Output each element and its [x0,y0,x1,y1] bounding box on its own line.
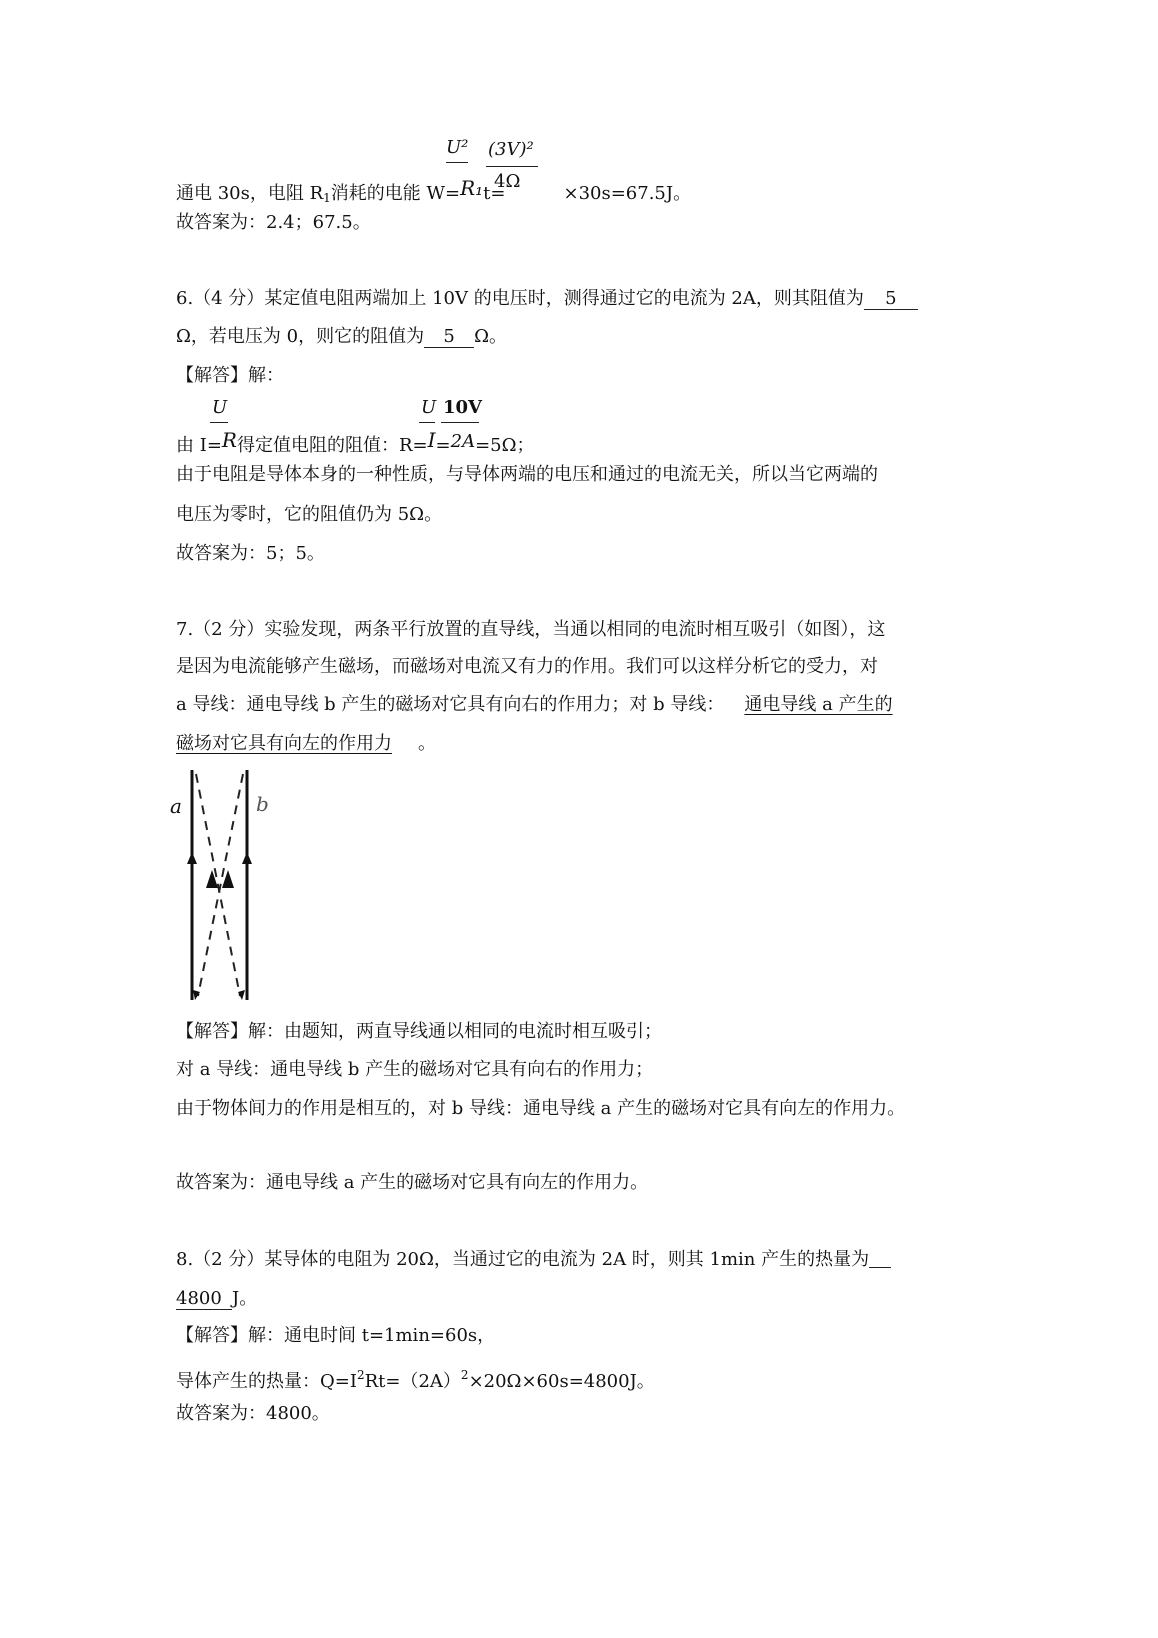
q7-solution-line1: 【解答】解：由题知，两直导线通以相同的电流时相互吸引； [176,1021,662,1042]
q7-stem-line3 [176,693,893,717]
q6-line1-text-b: 得定值电阻的阻值：R= [236,435,428,456]
q6-frac-i-denominator: I [427,428,436,452]
q6-frac-r-denominator: R [221,428,237,452]
parallel-wires-figure [160,760,280,1010]
answer-7: 故答案为：通电导线 a 产生的磁场对它具有向左的作用力。 [176,1172,649,1193]
energy-text-t: t= [483,183,506,204]
q8-solution-line2 [176,1363,655,1394]
q7-stem-line1: 7.（2 分）实验发现，两条平行放置的直导线，当通以相同的电流时相互吸引（如图），这 [176,619,886,640]
q6-line1-text-d: =5Ω； [475,435,535,456]
q6-solution-heading: 【解答】解： [176,365,284,386]
answer-8: 故答案为：4800。 [176,1403,330,1424]
fraction-bar [441,422,479,423]
q6-frac-10v-numerator: 10V [443,397,483,418]
fraction-4ohm-denominator: 4Ω [494,171,521,192]
q8-solution-line1: 【解答】解：通电时间 t=1min=60s， [176,1325,496,1346]
q6-frac-2a-denominator: 2A [450,431,476,452]
fraction-bar [486,166,538,167]
q6-frac-u-numerator: U [212,397,228,418]
q8-stem-line1 [176,1248,891,1272]
q6-stem-text-c: Ω。 [474,326,508,347]
q7-stem-line2: 是因为电流能够产生磁场，而磁场对电流又有力的作用。我们可以这样分析它的受力，对 [176,656,878,677]
fraction-bar [419,422,435,423]
q7-answer-blank-part2: 磁场对它具有向左的作用力 [176,733,392,754]
q7-answer-blank-part1: 通电导线 a 产生的 [744,694,893,715]
fraction-r1-denominator: R₁ [460,176,484,200]
q6-stem-text-b: Ω，若电压为 0，则它的阻值为 [176,326,425,347]
q6-answer-blank-2: 5 [424,327,474,348]
q8-sol2-text-c: ×20Ω×60s=4800J。 [468,1371,655,1392]
q6-solution-line2: 由于电阻是导体本身的一种性质，与导体两端的电压和通过的电流无关，所以当它两端的 [176,464,878,485]
wire-b-current-arrow-icon [242,852,252,864]
energy-text-mid: 消耗的电能 W= [330,183,461,204]
energy-subscript: 1 [323,191,331,205]
q7-stem-line4 [176,732,436,756]
wire-a-current-arrow-icon [187,852,197,864]
field-line-1 [196,774,240,996]
fraction-3v2-numerator: (3V)² [488,139,534,160]
q7-stem-text: a 导线：通电导线 b 产生的磁场对它具有向右的作用力；对 b 导线： [176,694,725,715]
q8-sol2-superscript-2: 2 [460,1368,469,1382]
field-line-2 [198,774,243,996]
fraction-u2-numerator: U² [446,137,469,158]
q6-stem-line1 [176,287,918,311]
q7-stem-end: 。 [418,733,436,754]
q8-answer-blank: 4800 [176,1289,232,1310]
q6-solution-line1 [176,428,535,458]
q8-stem-line2 [176,1287,257,1311]
q8-sol2-text-a: 导体产生的热量：Q=I [176,1371,357,1392]
q6-stem-line2 [176,325,507,349]
q6-solution-line3: 电压为零时，它的阻值仍为 5Ω。 [176,504,443,525]
q6-frac-u-numerator-2: U [421,397,437,418]
q7-solution-line2: 对 a 导线：通电导线 b 产生的磁场对它具有向右的作用力； [176,1059,654,1080]
wire-a-label: a [170,794,182,818]
energy-line [176,176,691,210]
q8-sol2-superscript: 2 [356,1368,365,1382]
fraction-bar [210,422,228,423]
answer-6: 故答案为：5；5。 [176,543,325,564]
q8-blank-underline-start [869,1249,891,1268]
q7-solution-line3: 由于物体间力的作用是相互的，对 b 导线：通电导线 a 产生的磁场对它具有向左的作用力。 [176,1098,906,1119]
fraction-bar [446,162,468,163]
q8-sol2-text-b: Rt=（2A） [364,1371,461,1392]
energy-text-post: ×30s=67.5J。 [563,183,692,204]
q6-answer-blank-1: 5 [864,289,918,310]
q8-stem-text: 8.（2 分）某导体的电阻为 20Ω，当通过它的电流为 2A 时，则其 1min 产生的热量为 [176,1249,870,1270]
q6-line1-text-a: 由 I= [176,435,222,456]
energy-text-pre: 通电 30s，电阻 R [176,183,324,204]
q6-stem-text: 6.（4 分）某定值电阻两端加上 10V 的电压时，测得通过它的电流为 2A，则其阻值为 [176,288,864,309]
answer-5: 故答案为：2.4；67.5。 [176,212,371,233]
q6-line1-text-c: = [435,435,451,456]
wire-b-label: b [256,792,269,816]
q8-stem-text-b: J。 [232,1288,258,1309]
